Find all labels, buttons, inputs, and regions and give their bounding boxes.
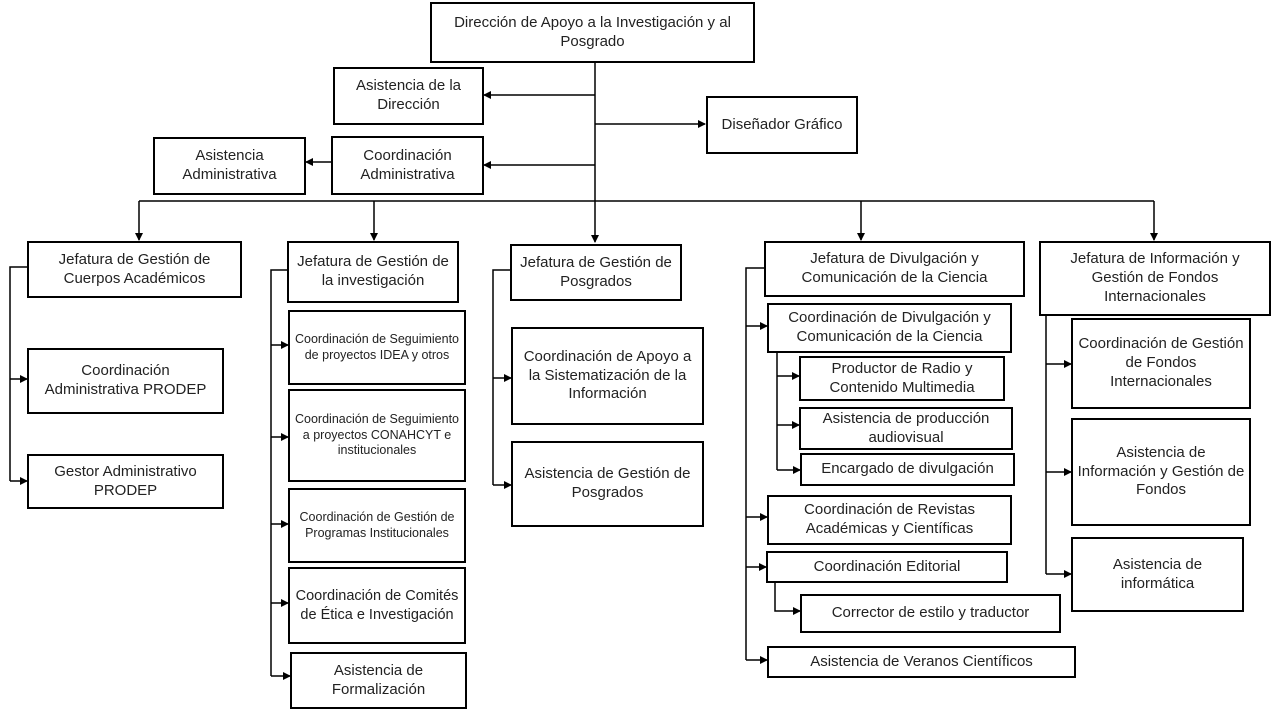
org-box-asist-veranos: Asistencia de Veranos Científicos [767, 646, 1076, 678]
org-box-coord-conahcyt: Coordinación de Seguimiento a proyectos CONAHCYT e institucionales [288, 389, 466, 482]
org-box-productor-radio: Productor de Radio y Contenido Multimedia [799, 356, 1005, 401]
org-box-asist-posgrados: Asistencia de Gestión de Posgrados [511, 441, 704, 527]
org-box-jef-posgrados: Jefatura de Gestión de Posgrados [510, 244, 682, 301]
org-box-asist-informatica: Asistencia de informática [1071, 537, 1244, 612]
org-box-coord-sistematizacion: Coordinación de Apoyo a la Sistematización de la Información [511, 327, 704, 425]
org-box-coord-revistas: Coordinación de Revistas Académicas y Científicas [767, 495, 1012, 545]
org-box-asistencia-direccion: Asistencia de la Dirección [333, 67, 484, 125]
org-box-coord-programas: Coordinación de Gestión de Programas Institucionales [288, 488, 466, 563]
org-box-coord-administrativa: Coordinación Administrativa [331, 136, 484, 195]
org-box-coord-divulgacion: Coordinación de Divulgación y Comunicación de la Ciencia [767, 303, 1012, 353]
org-box-asist-formalizacion: Asistencia de Formalización [290, 652, 467, 709]
org-box-direccion: Dirección de Apoyo a la Investigación y al Posgrado [430, 2, 755, 63]
org-box-coord-editorial: Coordinación Editorial [766, 551, 1008, 583]
org-box-asist-info-fondos: Asistencia de Información y Gestión de Fondos [1071, 418, 1251, 526]
org-box-asist-audiovisual: Asistencia de producción audiovisual [799, 407, 1013, 450]
org-box-jef-divulgacion: Jefatura de Divulgación y Comunicación de la Ciencia [764, 241, 1025, 297]
org-box-jef-investigacion: Jefatura de Gestión de la investigación [287, 241, 459, 303]
org-box-corrector: Corrector de estilo y traductor [800, 594, 1061, 633]
org-box-coord-admin-prodep: Coordinación Administrativa PRODEP [27, 348, 224, 414]
org-box-coord-fondos: Coordinación de Gestión de Fondos Internacionales [1071, 318, 1251, 409]
org-box-jef-informacion: Jefatura de Información y Gestión de Fondos Internacionales [1039, 241, 1271, 316]
org-box-coord-etica: Coordinación de Comités de Ética e Investigación [288, 567, 466, 644]
org-box-coord-idea: Coordinación de Seguimiento de proyectos IDEA y otros [288, 310, 466, 385]
org-box-disenador: Diseñador Gráfico [706, 96, 858, 154]
org-box-gestor-prodep: Gestor Administrativo PRODEP [27, 454, 224, 509]
org-box-jef-cuerpos: Jefatura de Gestión de Cuerpos Académicos [27, 241, 242, 298]
org-box-encargado-divulgacion: Encargado de divulgación [800, 453, 1015, 486]
org-box-asistencia-administrativa: Asistencia Administrativa [153, 137, 306, 195]
